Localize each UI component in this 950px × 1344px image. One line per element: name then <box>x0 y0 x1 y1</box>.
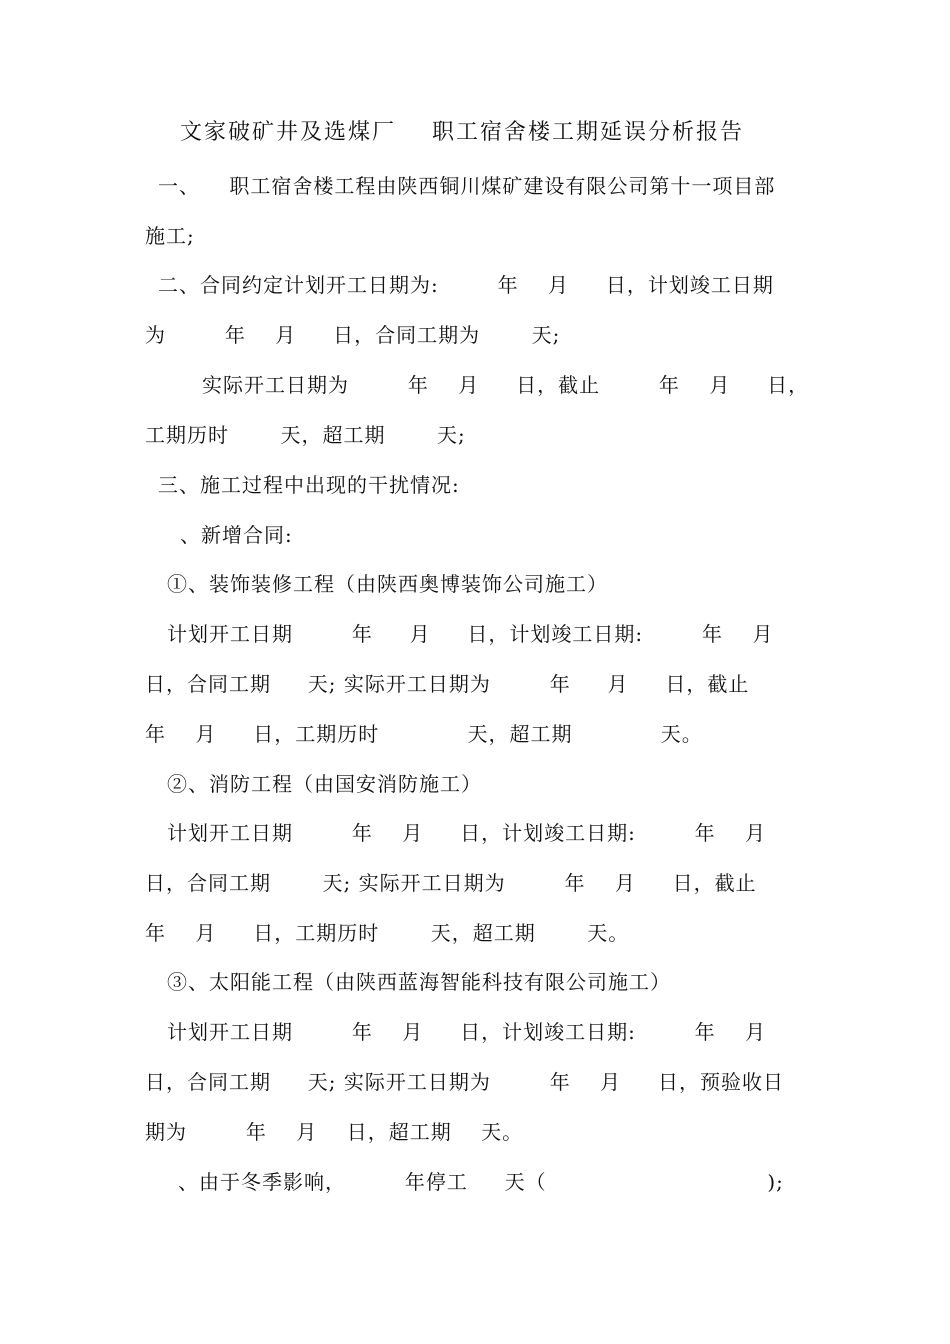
report-title: 文家破矿井及选煤厂 职工宿舍楼工期延误分析报告 <box>180 120 744 145</box>
fire-line-2: 日，合同工期 天; 实际开工日期为 年 月 日，截止 <box>145 871 757 895</box>
solar-heading: ③、太阳能工程（由陕西蓝海智能科技有限公司施工） <box>167 970 671 994</box>
decoration-line-1: 计划开工日期 年 月 日，计划竣工日期: 年 月 <box>167 622 774 646</box>
decoration-line-3: 年 月 日，工期历时 天，超工期 天。 <box>145 722 703 746</box>
fire-heading: ②、消防工程（由国安消防施工） <box>167 772 482 796</box>
section-two-line-4: 工期历时 天，超工期 天; <box>145 423 466 447</box>
section-two-line-1: 二、合同约定计划开工日期为: 年 月 日，计划竣工日期 <box>158 273 774 297</box>
section-two-line-3: 实际开工日期为 年 月 日，截止 年 月 日， <box>202 373 810 397</box>
solar-line-3: 期为 年 月 日，超工期 天。 <box>145 1120 524 1144</box>
decoration-heading: ①、装饰装修工程（由陕西奥博装饰公司施工） <box>167 572 608 596</box>
section-one-line-2: 施工; <box>145 224 195 248</box>
winter-line: 、由于冬季影响， 年停工 天（ ); <box>178 1170 784 1194</box>
decoration-line-2: 日，合同工期 天; 实际开工日期为 年 月 日，截止 <box>145 672 750 696</box>
section-three-heading: 三、施工过程中出现的干扰情况: <box>158 473 460 497</box>
solar-line-2: 日，合同工期 天; 实际开工日期为 年 月 日，预验收日 <box>145 1070 784 1094</box>
new-contracts-heading: 、新增合同: <box>180 523 293 547</box>
section-one-line-1: 一、 职工宿舍楼工程由陕西铜川煤矿建设有限公司第十一项目部 <box>158 174 776 198</box>
fire-line-1: 计划开工日期 年 月 日，计划竣工日期: 年 月 <box>167 821 767 845</box>
solar-line-1: 计划开工日期 年 月 日，计划竣工日期: 年 月 <box>167 1020 767 1044</box>
fire-line-3: 年 月 日，工期历时 天，超工期 天。 <box>145 921 630 945</box>
section-two-line-2: 为 年 月 日，合同工期为 天; <box>145 323 561 347</box>
